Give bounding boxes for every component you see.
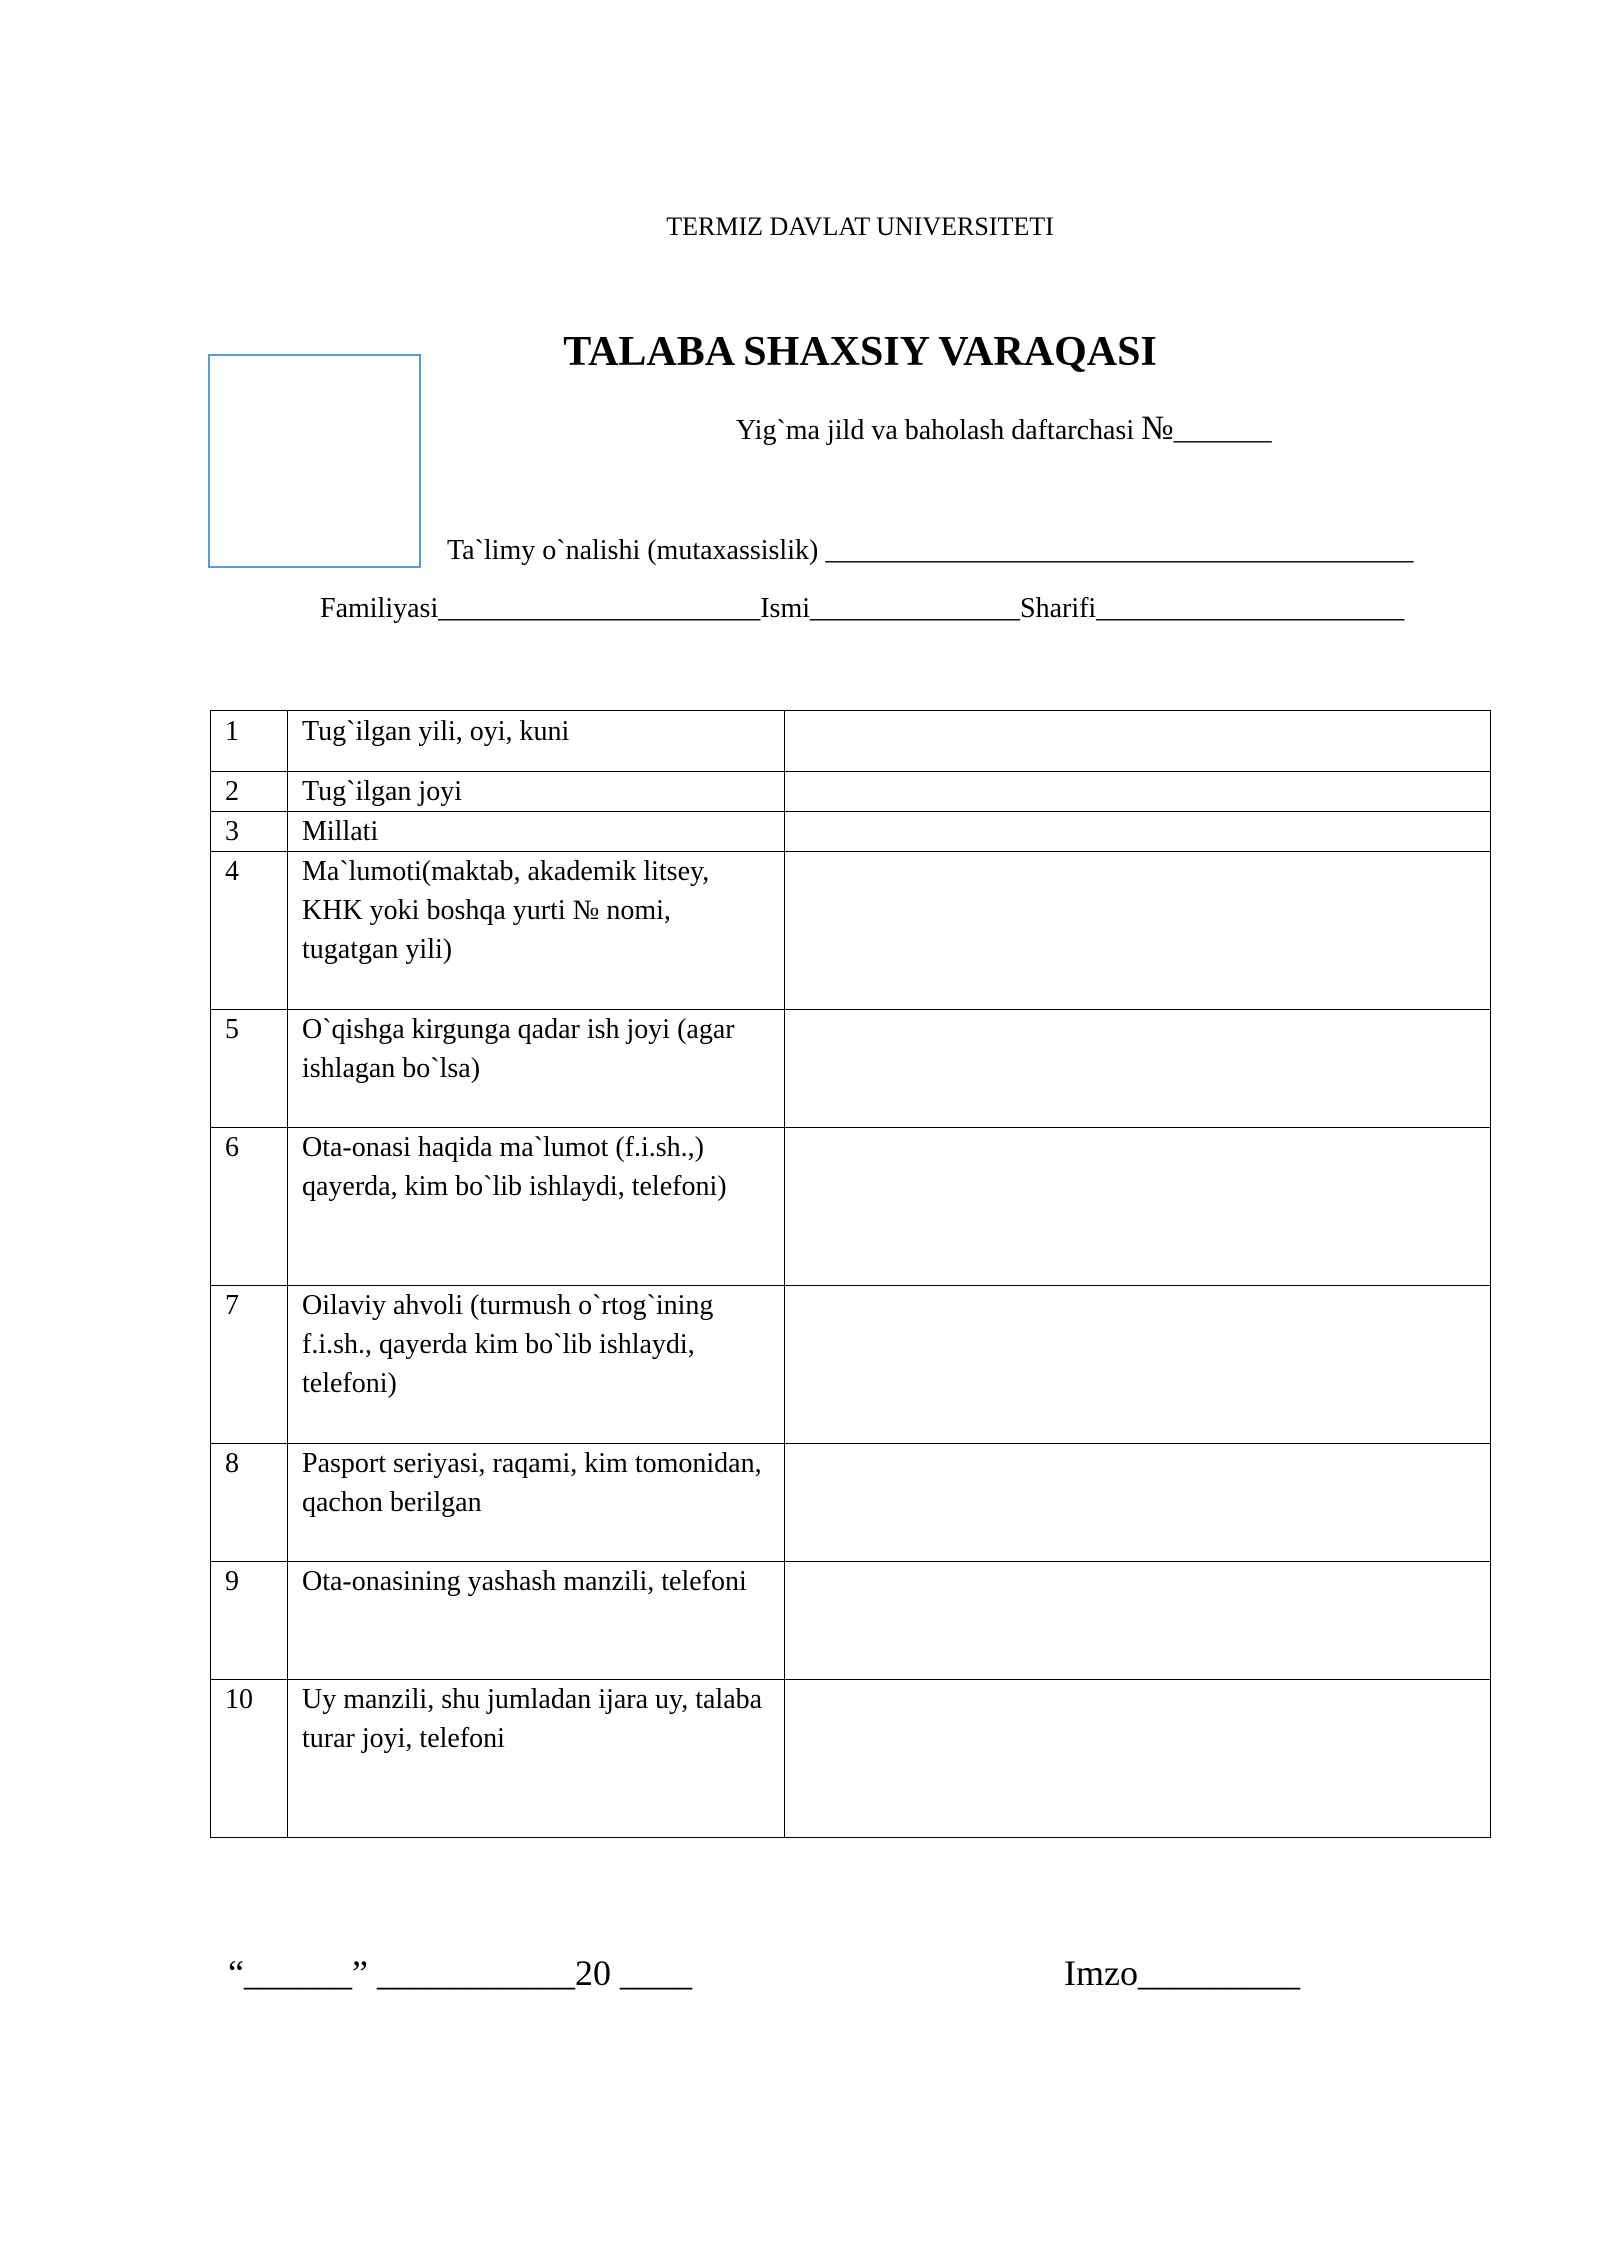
row-value[interactable] — [785, 1286, 1491, 1444]
table-row — [211, 1286, 1491, 1444]
row-label: Pasport seriyasi, raqami, kim tomonidan, qachon berilgan — [288, 1444, 785, 1562]
row-value[interactable] — [785, 1444, 1491, 1562]
row-value[interactable] — [785, 1562, 1491, 1680]
row-label: Tug`ilgan joyi — [288, 772, 785, 812]
row-number: 4 — [211, 852, 288, 1010]
table-row — [211, 1010, 1491, 1128]
row-number: 3 — [211, 812, 288, 852]
specialty-line: Ta`limy o`nalishi (mutaxassislik) __________________________________________ — [447, 535, 1414, 566]
table-row — [211, 711, 1491, 772]
row-label: Tug`ilgan yili, oyi, kuni — [288, 711, 785, 772]
table-row — [211, 1562, 1491, 1680]
row-number: 8 — [211, 1444, 288, 1562]
record-book-label: Yig`ma jild va baholash daftarchasi — [736, 415, 1142, 446]
record-book-line — [736, 410, 1272, 448]
number-sign: № — [1141, 410, 1174, 447]
row-number: 10 — [211, 1680, 288, 1838]
row-number: 1 — [211, 711, 288, 772]
signature-line: Imzo_________ — [1064, 1953, 1300, 1993]
record-book-blank: _______ — [1173, 415, 1272, 446]
row-label: Ota-onasi haqida ma`lumot (f.i.sh.,) qayerda, kim bo`lib ishlaydi, telefoni) — [288, 1128, 785, 1286]
row-value[interactable] — [785, 711, 1491, 772]
row-value[interactable] — [785, 772, 1491, 812]
photo-placeholder — [208, 354, 421, 568]
table-row — [211, 812, 1491, 852]
document-title: TALABA SHAXSIY VARAQASI — [563, 329, 1157, 375]
table-row — [211, 1444, 1491, 1562]
row-label: O`qishga kirgunga qadar ish joyi (agar ishlagan bo`lsa) — [288, 1010, 785, 1128]
row-value[interactable] — [785, 1680, 1491, 1838]
row-number: 9 — [211, 1562, 288, 1680]
row-number: 5 — [211, 1010, 288, 1128]
row-label: Uy manzili, shu jumladan ijara uy, talaba turar joyi, telefoni — [288, 1680, 785, 1838]
row-label: Ota-onasining yashash manzili, telefoni — [288, 1562, 785, 1680]
university-name: TERMIZ DAVLAT UNIVERSITETI — [666, 212, 1054, 241]
date-line: “______” ___________20 ____ — [228, 1953, 692, 1993]
row-value[interactable] — [785, 1010, 1491, 1128]
row-value[interactable] — [785, 812, 1491, 852]
row-number: 7 — [211, 1286, 288, 1444]
table-row — [211, 772, 1491, 812]
row-number: 6 — [211, 1128, 288, 1286]
row-label: Ma`lumoti(maktab, akademik litsey, KHK yoki boshqa yurti № nomi, tugatgan yili) — [288, 852, 785, 1010]
row-number: 2 — [211, 772, 288, 812]
full-name-line: Familiyasi_______________________Ismi_______________Sharifi______________________ — [320, 593, 1405, 624]
row-value[interactable] — [785, 1128, 1491, 1286]
row-label: Oilaviy ahvoli (turmush o`rtog`ining f.i.sh., qayerda kim bo`lib ishlaydi, telefoni) — [288, 1286, 785, 1444]
table-row — [211, 1128, 1491, 1286]
row-label: Millati — [288, 812, 785, 852]
table-row — [211, 852, 1491, 1010]
row-value[interactable] — [785, 852, 1491, 1010]
table-row — [211, 1680, 1491, 1838]
student-info-table — [210, 710, 1491, 1838]
